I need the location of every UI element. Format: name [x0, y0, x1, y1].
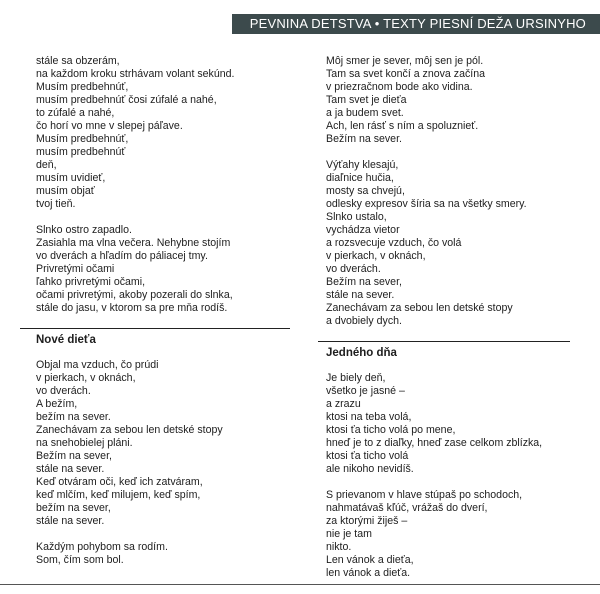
lyric-line: stále na sever. — [326, 289, 395, 301]
lyric-line: musím predbehnúť — [36, 146, 126, 158]
lyric-line: Musím predbehnúť, — [36, 81, 129, 93]
lyric-line: čo horí vo mne v slepej páľave. — [36, 120, 183, 132]
page-title: PEVNINA DETSTVA • TEXTY PIESNÍ DEŽA URSINYHO — [249, 16, 586, 31]
lyric-line: musím predbehnúť čosi zúfalé a nahé, — [36, 94, 217, 106]
lyric-line: v pierkach, v oknách, — [36, 372, 136, 384]
lyric-line: stále na sever. — [36, 515, 105, 527]
lyric-line: ľahko privretými očami, — [36, 276, 146, 288]
lyric-line: Slnko ostro zapadlo. — [36, 224, 132, 236]
lyric-line: v pierkach, v oknách, — [326, 250, 426, 262]
lyric-line: vo dverách. — [326, 263, 381, 275]
lyric-line: Privretými očami — [36, 263, 115, 275]
lyric-line: stále do jasu, v ktorom sa pre mňa rodíš. — [36, 302, 228, 314]
lyric-line: Je biely deň, — [326, 372, 386, 384]
lyric-line: vo dverách. — [36, 385, 91, 397]
stanza — [326, 372, 584, 476]
lyric-line: a ja budem svet. — [326, 107, 404, 119]
lyric-line: ktosi ťa ticho volá — [326, 450, 409, 462]
lyric-line: bežím na sever. — [36, 411, 111, 423]
left-top-stanzas — [36, 55, 294, 315]
lyric-line: deň, — [36, 159, 57, 171]
lyric-line: a rozsvecuje vzduch, čo volá — [326, 237, 462, 249]
lyric-line: stále sa obzerám, — [36, 55, 120, 67]
section-heading-jedneho-dna: Jedného dňa — [326, 347, 397, 359]
stanza — [36, 55, 294, 211]
lyric-line: Objal ma vzduch, čo prúdi — [36, 359, 159, 371]
lyric-line: očami privretými, akoby pozerali do slnka, — [36, 289, 233, 301]
stanza — [326, 55, 584, 146]
lyric-line: nahmatávaš kľúč, vrážaš do dverí, — [326, 502, 488, 514]
lyric-line: Každým pohybom sa rodím. — [36, 541, 168, 553]
lyric-line: mosty sa chvejú, — [326, 185, 405, 197]
lyric-line: bežím na sever, — [36, 502, 111, 514]
lyric-line: stále na sever. — [36, 463, 105, 475]
lyric-line: Zasiahla ma vlna večera. Nehybne stojím — [36, 237, 231, 249]
lyric-line: Keď otváram oči, keď ich zatváram, — [36, 476, 203, 488]
lyric-line: musím objať — [36, 185, 95, 197]
lyric-line: diaľnice hučia, — [326, 172, 394, 184]
lyric-line: Tam svet je dieťa — [326, 94, 407, 106]
lyric-line: Výťahy klesajú, — [326, 159, 399, 171]
lyric-line: a zrazu — [326, 398, 361, 410]
lyric-line: Bežím na sever, — [36, 450, 112, 462]
right-bottom-stanzas — [326, 372, 584, 580]
header-bar — [232, 14, 600, 34]
lyric-line: na snehobielej pláni. — [36, 437, 133, 449]
lyric-line: S prievanom v hlave stúpaš po schodoch, — [326, 489, 523, 501]
lyric-line: hneď je to z diaľky, hneď zase celkom zblízka, — [326, 437, 543, 449]
lyric-line: Ach, len rásť s ním a spoluznieť. — [326, 120, 479, 132]
lyric-line: a dvobiely dych. — [326, 315, 402, 327]
lyric-line: A bežím, — [36, 398, 78, 410]
lyric-line: tvoj tieň. — [36, 198, 76, 210]
lyric-line: ktosi na teba volá, — [326, 411, 412, 423]
stanza — [326, 159, 584, 328]
section-divider — [318, 341, 570, 342]
lyric-line: Tam sa svet končí a znova začína — [326, 68, 485, 80]
lyric-line: Bežím na sever. — [326, 133, 402, 145]
lyric-line: vychádza vietor — [326, 224, 400, 236]
lyric-line: to zúfalé a nahé, — [36, 107, 115, 119]
lyric-line: Môj smer je sever, môj sen je pól. — [326, 55, 484, 67]
footer-divider — [0, 584, 600, 585]
lyric-line: odlesky expresov šíria sa na všetky smery. — [326, 198, 527, 210]
lyric-line: Bežím na sever, — [326, 276, 402, 288]
lyric-line: Len vánok a dieťa, — [326, 554, 414, 566]
lyric-line: na každom kroku strhávam volant sekúnd. — [36, 68, 235, 80]
section-divider — [20, 328, 290, 329]
lyric-line: Musím predbehnúť, — [36, 133, 129, 145]
stanza — [36, 224, 294, 315]
lyric-line: všetko je jasné – — [326, 385, 405, 397]
lyric-line: v priezračnom bode ako vidina. — [326, 81, 473, 93]
lyric-line: Zanechávam za sebou len detské stopy — [36, 424, 223, 436]
section-heading-nove-dieta: Nové dieťa — [36, 334, 96, 346]
lyric-line: musím uvidieť, — [36, 172, 106, 184]
lyric-line: vo dverách a hľadím do páliacej tmy. — [36, 250, 208, 262]
lyric-line: Zanechávam za sebou len detské stopy — [326, 302, 513, 314]
lyric-line: keď mlčím, keď milujem, keď spím, — [36, 489, 201, 501]
lyric-line: Slnko ustalo, — [326, 211, 387, 223]
stanza — [36, 359, 294, 528]
right-column — [326, 55, 584, 593]
lyric-line: nikto. — [326, 541, 352, 553]
lyric-line: ktosi ťa ticho volá po mene, — [326, 424, 456, 436]
left-bottom-stanzas — [36, 359, 294, 567]
stanza — [36, 541, 294, 567]
lyric-line: ale nikoho nevidíš. — [326, 463, 414, 475]
lyric-line: nie je tam — [326, 528, 372, 540]
lyric-line: Som, čím som bol. — [36, 554, 124, 566]
left-column — [36, 55, 294, 580]
lyric-line: len vánok a dieťa. — [326, 567, 411, 579]
stanza — [326, 489, 584, 580]
lyric-line: za ktorými žiješ – — [326, 515, 408, 527]
right-top-stanzas — [326, 55, 584, 328]
